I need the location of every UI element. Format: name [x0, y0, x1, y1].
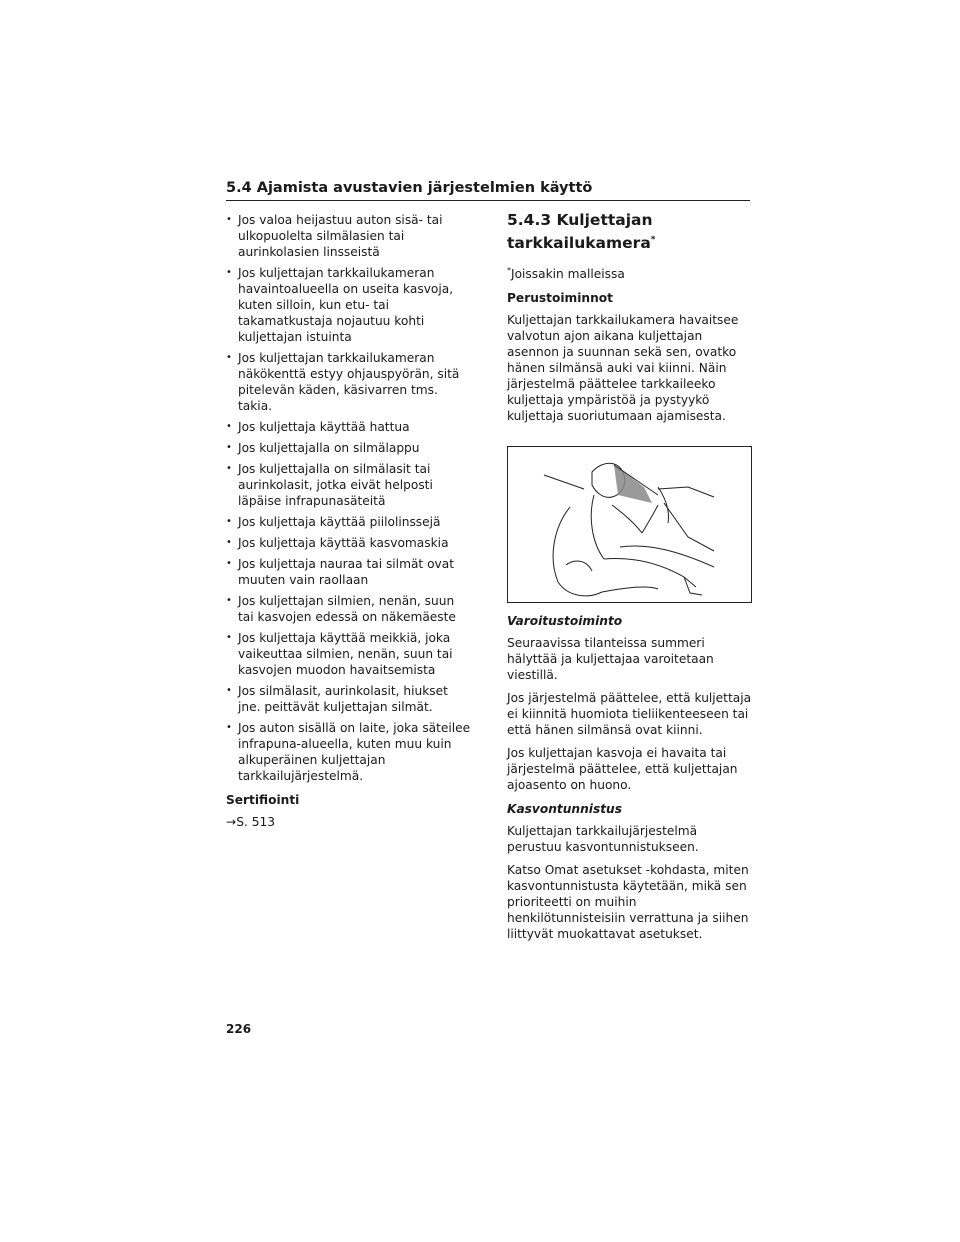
dash-top [658, 487, 714, 497]
camera-view-cone [614, 465, 652, 503]
list-item: • Jos kuljettajalla on silmälasit tai aurinkolasit, jotka eivät helposti läpäise infrapunasäteitä [226, 461, 471, 509]
seat-cushion-outline [602, 587, 658, 592]
right-column [507, 210, 752, 949]
left-column [226, 212, 471, 830]
basic-functions-text: Kuljettajan tarkkailukamera havaitsee valvotun ajon aikana kuljettajan asennon ja suunnan sekä sen, ovatko hänen silmänsä auki vai kiinni. Näin järjestelmä päättelee tarkkaileeko kuljettaja ympäristöä ja pystyykö kuljettaja suoriutumaan ajamisesta. [507, 313, 739, 424]
certification-heading: Sertifiointi [226, 793, 300, 807]
dashboard-line [664, 503, 714, 551]
seat-bolster [566, 561, 592, 571]
asterisk-mark: * [507, 266, 511, 276]
driver-leg-upper [604, 559, 696, 587]
header-divider [226, 200, 750, 201]
driver-forearm [642, 505, 658, 533]
list-item: • Jos valoa heijastuu auton sisä- tai ulkopuolelta silmälasien tai aurinkolasien linsseistä [226, 212, 471, 260]
list-item: • Jos kuljettajan tarkkailukameran havaintoalueella on useita kasvoja, kuten silloin, kun etu- tai takamatkustaja nojautuu kohti kuljettajan istuinta [226, 265, 471, 345]
list-item: • Jos silmälasit, aurinkolasit, hiukset jne. peittävät kuljettajan silmät. [226, 683, 471, 715]
driver-leg-lower [620, 546, 714, 567]
asterisk-mark: * [650, 235, 656, 245]
list-item: • Jos kuljettaja käyttää piilolinssejä [226, 514, 471, 530]
face-recognition-text-2: Katso Omat asetukset -kohdasta, miten kasvontunnistusta käytetään, mikä sen prioriteetti on muihin henkilötunnisteisiin verrattuna ja siihen liittyvät muokattavat asetukset. [507, 863, 749, 942]
face-recognition-text-1: Kuljettajan tarkkailujärjestelmä perustuu kasvontunnistukseen. [507, 824, 699, 855]
warning-text-2: Jos järjestelmä päättelee, että kuljettaja ei kiinnitä huomiota tieliikenteeseen tai että hänen silmänsä ovat kiinni. [507, 691, 752, 738]
seat-back-outline [553, 507, 602, 596]
list-item: • Jos kuljettaja käyttää hattua [226, 419, 471, 435]
warning-text-3: Jos kuljettajan kasvoja ei havaita tai järjestelmä päättelee, että kuljettajan ajoasento on huono. [507, 746, 738, 793]
condition-list [226, 212, 471, 784]
steering-wheel [658, 487, 669, 523]
list-item: • Jos kuljettaja käyttää meikkiä, joka vaikeuttaa silmien, nenän, suun tai kasvojen muodon havaitsemista [226, 630, 471, 678]
section-header: 5.4 Ajamista avustavien järjestelmien käyttö [226, 180, 593, 196]
certification-page-link[interactable]: →S. 513 [226, 815, 275, 829]
driver-seat-drawing [508, 447, 751, 602]
section-title [507, 210, 752, 253]
seatbelt [544, 475, 584, 489]
list-item: • Jos kuljettajan tarkkailukameran näkökenttä estyy ohjauspyörän, sitä pitelevän käden, käsivarren tms. takia. [226, 350, 471, 414]
face-recognition-heading: Kasvontunnistus [507, 802, 622, 817]
list-item: • Jos kuljettajan silmien, nenän, suun tai kasvojen edessä on näkemäeste [226, 593, 471, 625]
list-item: • Jos kuljettajalla on silmälappu [226, 440, 471, 456]
page-number: 226 [226, 1022, 252, 1036]
list-item: • Jos kuljettaja nauraa tai silmät ovat muuten vain raollaan [226, 556, 471, 588]
availability-note [507, 263, 752, 282]
list-item: • Jos auton sisällä on laite, joka säteilee infrapuna-alueella, kuten muu kuin alkuperäinen kuljettajan tarkkailujärjestelmä. [226, 720, 471, 784]
list-item: • Jos kuljettaja käyttää kasvomaskia [226, 535, 471, 551]
driver-back [591, 495, 604, 559]
section-title-text: 5.4.3 Kuljettajan tarkkailukamera [507, 211, 653, 253]
warning-function-heading: Varoitustoiminto [507, 614, 623, 629]
basic-functions-heading: Perustoiminnot [507, 291, 613, 306]
driver-arm [612, 505, 642, 533]
driver-camera-illustration [507, 446, 752, 603]
warning-text-1: Seuraavissa tilanteissa summeri hälyttää ja kuljettajaa varoitetaan viestillä. [507, 636, 714, 683]
note-text: Joissakin malleissa [511, 267, 625, 282]
